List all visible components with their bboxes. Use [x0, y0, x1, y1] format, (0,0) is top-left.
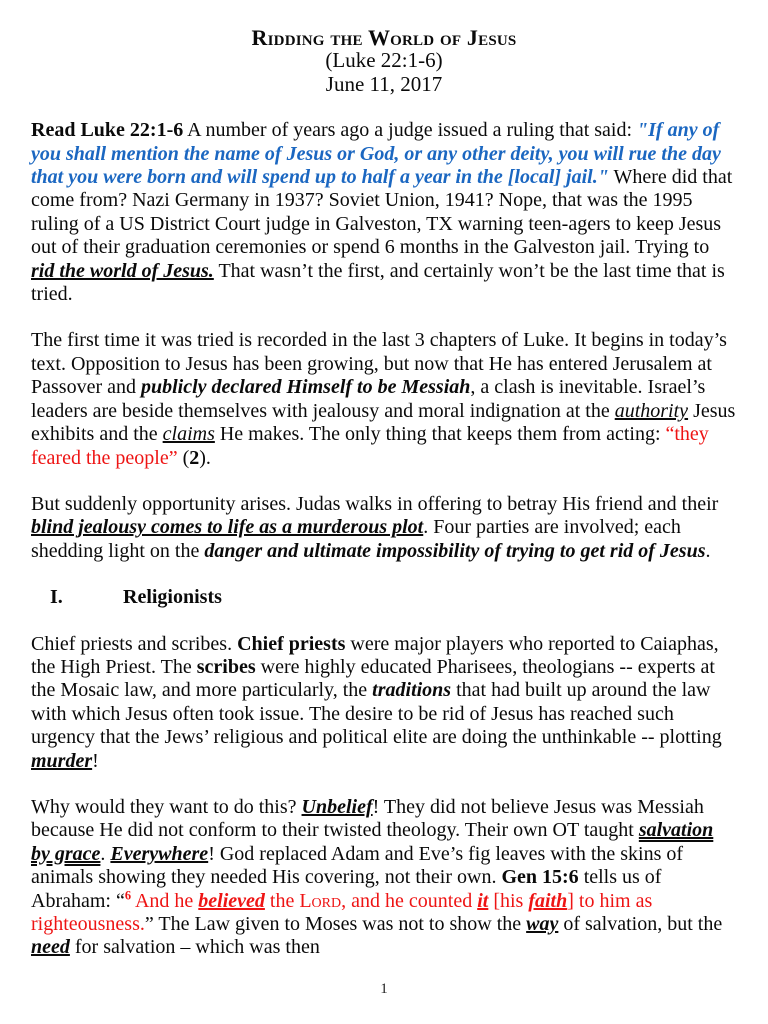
text-run: Where did that come from? Nazi Germany in 1937? Soviet Union, 1941? Nope, that was the 1995 ruling of a US District Court judge in Galveston, TX warning teen-agers to keep Jesus out of their graduation ceremonies or spend 6 months in the Galveston jail. Trying to	[31, 166, 733, 259]
text-run: He makes. The only thing that keeps them from acting:	[214, 423, 666, 446]
text-run: Gen 15:6	[501, 866, 579, 889]
text-run: authority	[614, 399, 689, 422]
text-run: .	[100, 842, 111, 865]
text-run: were highly educated Pharisees, theologians -- experts at the Mosaic law, and more particularly, the	[31, 655, 715, 702]
text-run: And he	[131, 889, 199, 912]
page-footer	[0, 978, 768, 1001]
text-run: But suddenly opportunity arises. Judas walks in offering to betray His friend and their	[31, 492, 719, 515]
text-run: believed	[198, 889, 265, 912]
text-run: The first time it was tried is recorded in the last 3 chapters of Luke. It begins in today’s text. Opposition to Jesus has been growing, but now that He has entered Jerusalem at Passover and	[31, 329, 727, 399]
text-run: Unbelief	[301, 795, 373, 818]
paragraph-first-attempt	[31, 329, 737, 469]
text-run: claims	[162, 423, 215, 446]
text-run: blind jealousy comes to life as a murderous plot	[31, 516, 424, 539]
text-run: !	[92, 749, 99, 772]
text-run: Why would they want to do this?	[31, 795, 302, 818]
text-run: Read Luke 22:1-6	[31, 119, 184, 142]
text-run: traditions	[372, 679, 452, 702]
section-heading-religionists	[31, 586, 737, 609]
text-run: salvation by grace	[31, 819, 714, 865]
text-run: were major players who reported to Caiaphas, the High Priest. The	[31, 632, 719, 678]
text-run: “they feared the people”	[31, 423, 709, 469]
text-run: way	[526, 913, 559, 935]
text-run: ! They did not believe Jesus was Messiah because He did not conform to their twisted theology. Their own OT taught	[31, 795, 704, 842]
text-run: faith	[528, 889, 568, 912]
text-run: . Four parties are involved; each shedding light on the	[31, 516, 681, 562]
text-run: Chief priests and scribes.	[31, 632, 238, 655]
text-run: [his	[488, 889, 529, 912]
text-run: ).	[199, 446, 211, 469]
text-run: rid the world of Jesus.	[31, 259, 214, 282]
scripture-reference: (Luke 22:1-6)	[325, 48, 443, 73]
text-run: .	[705, 539, 711, 562]
text-run: Chief priests	[237, 632, 346, 655]
sermon-date: June 11, 2017	[325, 71, 443, 96]
text-run: Lord	[299, 889, 342, 912]
text-run: That wasn’t the first, and certainly won’t be the last time that is tried.	[31, 259, 725, 306]
page-number: 1	[380, 981, 388, 997]
document-header	[31, 26, 737, 96]
text-run: need	[31, 936, 70, 959]
text-run: scribes	[196, 655, 256, 678]
text-run: of salvation, but the	[558, 913, 723, 935]
paragraph-intro-ruling	[31, 119, 737, 306]
text-run: danger and ultimate impossibility of trying to get rid of Jesus	[204, 539, 706, 562]
document-title: Ridding the World of Jesus	[251, 25, 517, 50]
text-run: , a clash is inevitable. Israel’s leaders are beside themselves with jealousy and moral indignation at the	[31, 376, 706, 422]
text-run: (	[177, 446, 190, 469]
text-run: 2	[189, 446, 200, 469]
text-run: ! God replaced Adam and Eve’s fig leaves with the skins of animals showing they needed His covering, not their own.	[31, 842, 684, 889]
section-numeral: I.	[50, 586, 63, 609]
text-run: for salvation – which was then	[69, 936, 320, 959]
paragraph-unbelief	[31, 796, 737, 960]
text-run: tells us of Abraham: “	[31, 866, 662, 912]
section-label: Religionists	[123, 586, 222, 609]
text-run: Jesus exhibits and the	[31, 399, 736, 446]
paragraph-chief-priests	[31, 633, 737, 773]
text-run: Everywhere	[110, 842, 209, 865]
text-run: "If any of you shall mention the name of Jesus or God, or any other deity, you will rue the day that you were born and will spend up to half a year in the [local] jail."	[31, 119, 721, 189]
text-run: ] to him as righteousness.	[31, 889, 653, 935]
text-run: 6	[124, 887, 132, 902]
text-run: ” The Law given to Moses was not to show the	[144, 913, 527, 935]
text-run: it	[477, 889, 489, 912]
text-run: murder	[31, 749, 93, 772]
text-run: the	[264, 889, 300, 912]
text-run: A number of years ago a judge issued a ruling that said:	[183, 119, 638, 142]
text-run: publicly declared Himself to be Messiah	[140, 376, 471, 399]
text-run: , and he counted	[341, 889, 478, 912]
text-run: that had built up around the law with which Jesus often took issue. The desire to be rid of Jesus has reached such urgency that the Jews’ religious and political elite are doing the unthinkable -- plotting	[31, 679, 722, 749]
paragraph-judas-opportunity	[31, 493, 737, 563]
